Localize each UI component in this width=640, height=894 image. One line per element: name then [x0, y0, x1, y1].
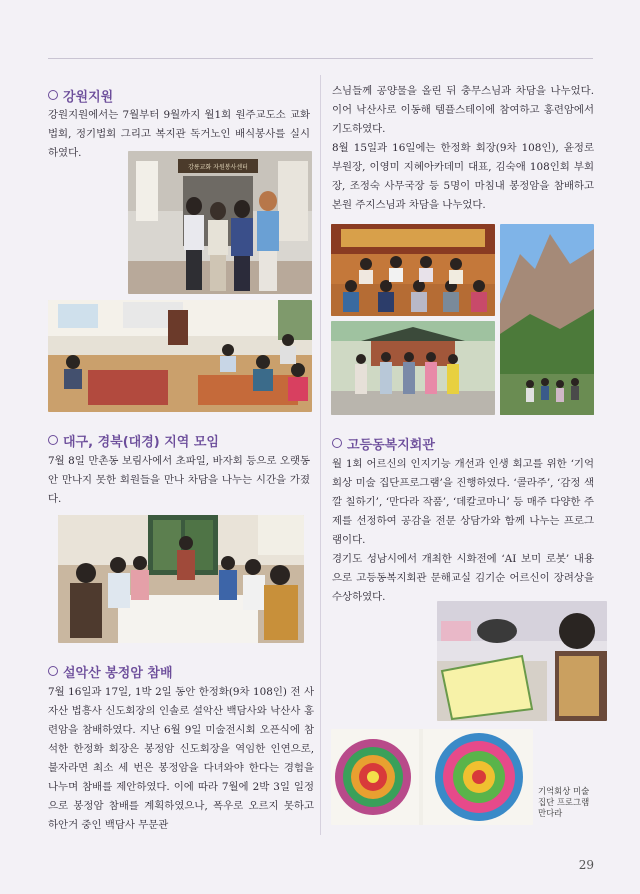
- seorak-continued-text-1: 스님들께 공양물을 올린 뒤 충무스님과 차담을 나누었다. 이어 낙산사로 이동해 템플스테이에 참여하고 홍련암에서 기도하였다.: [332, 85, 594, 135]
- circle-bullet-icon: [48, 435, 58, 445]
- heading-text: 강원지원: [63, 89, 114, 105]
- seorak-section: [48, 662, 314, 835]
- heading-text: 설악산 봉정암 참배: [63, 665, 173, 681]
- page-number: 29: [578, 858, 594, 872]
- godeung-text-2: 경기도 성남시에서 개최한 시화전에 ‘AI 보미 로봇’ 내용으로 고등동복지회관 문해교실 김기순 어르신이 장려상을 수상하였다.: [332, 553, 594, 603]
- seorak-text: 7월 16일과 17일, 1박 2일 동안 한정화(9차 108인) 전 사자산 법흥사 신도회장의 인솔로 설악산 백담사와 낙산사 홍련암을 참배하였다. 지난 6월 9일 미술전시회 오픈식에 참석한 한정화 회장은 봉정암 신도회장을 역임한 인연으로, 불자라면 최소 세 번은 봉정암을 다녀와야 한다는 경험을 나누며 참배를 제안하였다. 이에 따라 7월에 2박 3일 일정으로 봉정암 참배를 계획하였으나, 폭우로 오르지 못하고 하안거 중인 백담사 무문관: [48, 686, 314, 831]
- center-sign-text: 강릉교화 자원봉사센터: [188, 164, 248, 171]
- section-heading-daegu: [48, 431, 310, 449]
- godeung-text-1: 월 1회 어르신의 인지기능 개선과 인생 회고를 위한 ‘기억회상 미술 집단프로그램’을 진행하였다. ‘콜라주’, ‘감정 색깔 칠하기’, ‘만다라 작품’, ‘데칼코마니’ 등 매주 다양한 주제를 선정하여 공감을 전문 상담가와 함께 나누는 프로그램이다.: [332, 458, 594, 546]
- daegu-text: 7월 8일 만촌동 보림사에서 초파일, 바자회 등으로 오랫동안 만나지 못한 회원들을 만나 차담을 나누는 시간을 가졌다.: [48, 455, 310, 505]
- godeung-art-photo: [437, 601, 607, 721]
- section-heading-seorak: [48, 662, 314, 680]
- heading-text: 고등동복지회관: [347, 437, 435, 453]
- seorak-mountain-photo: [500, 224, 594, 415]
- seorak-temple-photo: [331, 321, 495, 415]
- mandala-artwork-photo: [331, 729, 533, 825]
- column-divider: [320, 75, 321, 835]
- seorak-continued-text-2: 8월 15일과 16일에는 한정화 회장(9차 108인), 윤정로 부원장, 이영미 지혜아카데미 대표, 김숙애 108인회 부회장, 조정숙 사무국장 등 5명이 마침내 봉정암을 참배하고 본원 주지스님과 차담을 나누었다.: [332, 142, 594, 211]
- section-heading-gangwon: [48, 86, 310, 104]
- heading-text: 대구, 경북(대경) 지역 모임: [63, 434, 219, 450]
- daegu-gathering-photo: [58, 515, 304, 643]
- mandala-caption: 기억회상 미술 집단 프로그램 만다라: [538, 786, 590, 818]
- gangwon-group-photo: [128, 151, 312, 294]
- circle-bullet-icon: [48, 666, 58, 676]
- gangwon-text: 강원지원에서는 7월부터 9월까지 월1회 원주교도소 교화 법회, 정기법회 그리고 복지관 독거노인 배식봉사를 실시하였다.: [48, 109, 310, 159]
- circle-bullet-icon: [48, 90, 58, 100]
- gangwon-activity-photo: [48, 300, 312, 412]
- seorak-continued: [332, 82, 594, 215]
- daegu-section: [48, 431, 310, 509]
- circle-bullet-icon: [332, 438, 342, 448]
- top-rule: [48, 58, 593, 59]
- godeung-section: [332, 434, 594, 607]
- seorak-group-photo: [331, 224, 495, 316]
- section-heading-godeung: [332, 434, 594, 452]
